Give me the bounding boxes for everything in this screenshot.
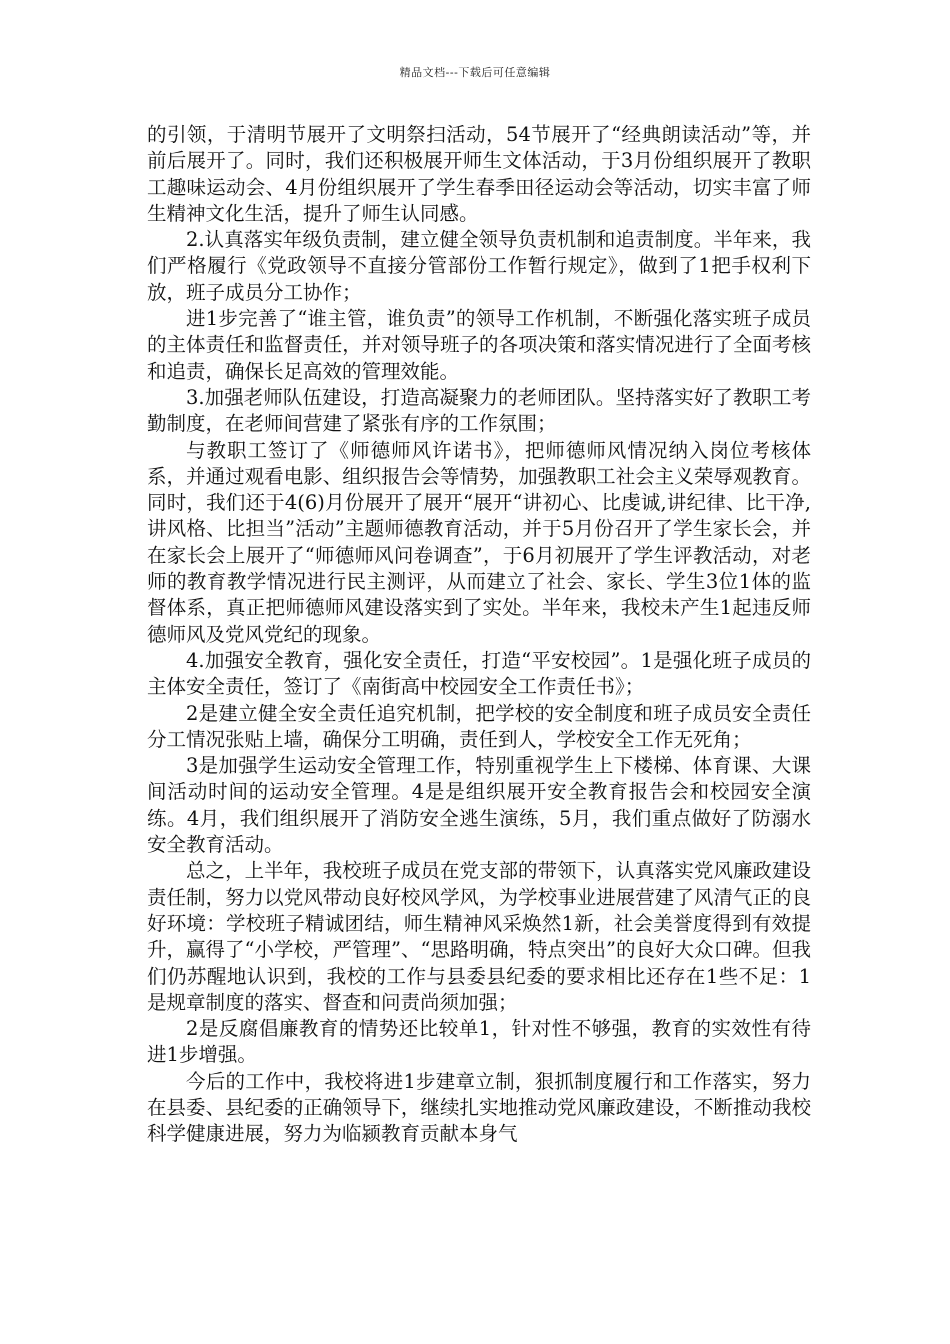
paragraph-3: 进1步完善了“谁主管，谁负责”的领导工作机制，不断强化落实班子成员的主体责任和监督责任，并对领导班子的各项决策和落实情况进行了全面考核和追责，确保长足高效的管理效能。 bbox=[147, 307, 811, 383]
paragraph-10: 2是反腐倡廉教育的情势还比较单1，针对性不够强，教育的实效性有待进1步增强。 bbox=[147, 1017, 811, 1067]
paragraph-9: 总之，上半年，我校班子成员在党支部的带领下，认真落实党风廉政建设责任制，努力以党风带动良好校风学风，为学校事业进展营建了风清气正的良好环境：学校班子精诚团结，师生精神风采焕然1新，社会美誉度得到有效提升，赢得了“小学校，严管理”、“思路明确，特点突出”的良好大众口碑。但我们仍苏醒地认识到，我校的工作与县委县纪委的要求相比还存在1些不足：1是规章制度的落实、督查和问责尚须加强； bbox=[147, 859, 811, 1014]
paragraph-8: 3是加强学生运动安全管理工作，特别重视学生上下楼梯、体育课、大课间活动时间的运动安全管理。4是是组织展开安全教育报告会和校园安全演练。4月，我们组织展开了消防安全逃生演练，5月，我们重点做好了防溺水安全教育活动。 bbox=[147, 754, 811, 857]
document-body bbox=[147, 122, 811, 1148]
paragraph-4: 3.加强老师队伍建设，打造高凝聚力的老师团队。坚持落实好了教职工考勤制度，在老师间营建了紧张有序的工作氛围； bbox=[147, 385, 811, 436]
paragraph-2: 2.认真落实年级负责制，建立健全领导负责机制和追责制度。半年来，我们严格履行《党政领导不直接分管部份工作暂行规定》，做到了1把手权利下放，班子成员分工协作； bbox=[147, 228, 811, 304]
paragraph-11: 今后的工作中，我校将进1步建章立制，狠抓制度履行和工作落实，努力在县委、县纪委的正确领导下，继续扎实地推动党风廉政建设，不断推动我校科学健康进展，努力为临颍教育贡献本身气 bbox=[147, 1069, 811, 1146]
paragraph-6: 4.加强安全教育，强化安全责任，打造“平安校园”。1是强化班子成员的主体安全责任，签订了《南街高中校园安全工作责任书》； bbox=[147, 648, 811, 699]
paragraph-1: 的引领，于清明节展开了文明祭扫活动，54节展开了“经典朗读活动”等，并前后展开了。同时，我们还积极展开师生文体活动，于3月份组织展开了教职工趣味运动会、4月份组织展开了学生春季田径运动会等活动，切实丰富了师生精神文化生活，提升了师生认同感。 bbox=[147, 123, 811, 225]
page-header: 精品文档---下载后可任意编辑 bbox=[399, 66, 551, 79]
paragraph-5: 与教职工签订了《师德师风许诺书》，把师德师风情况纳入岗位考核体系，并通过观看电影、组织报告会等情势，加强教职工社会主义荣辱观教育。同时，我们还于4(6)月份展开了展开“展开“讲初心、比虔诚,讲纪律、比干净,讲风格、比担当”活动”主题师德教育活动，并于5月份召开了学生家长会，并在家长会上展开了“师德师风问卷调查”，于6月初展开了学生评教活动，对老师的教育教学情况进行民主测评，从而建立了社会、家长、学生3位1体的监督体系，真正把师德师风建设落实到了实处。半年来，我校未产生1起违反师德师风及党风党纪的现象。 bbox=[147, 438, 811, 646]
paragraph-7: 2是建立健全安全责任追究机制，把学校的安全制度和班子成员安全责任分工情况张贴上墙，确保分工明确，责任到人，学校安全工作无死角； bbox=[147, 701, 811, 751]
